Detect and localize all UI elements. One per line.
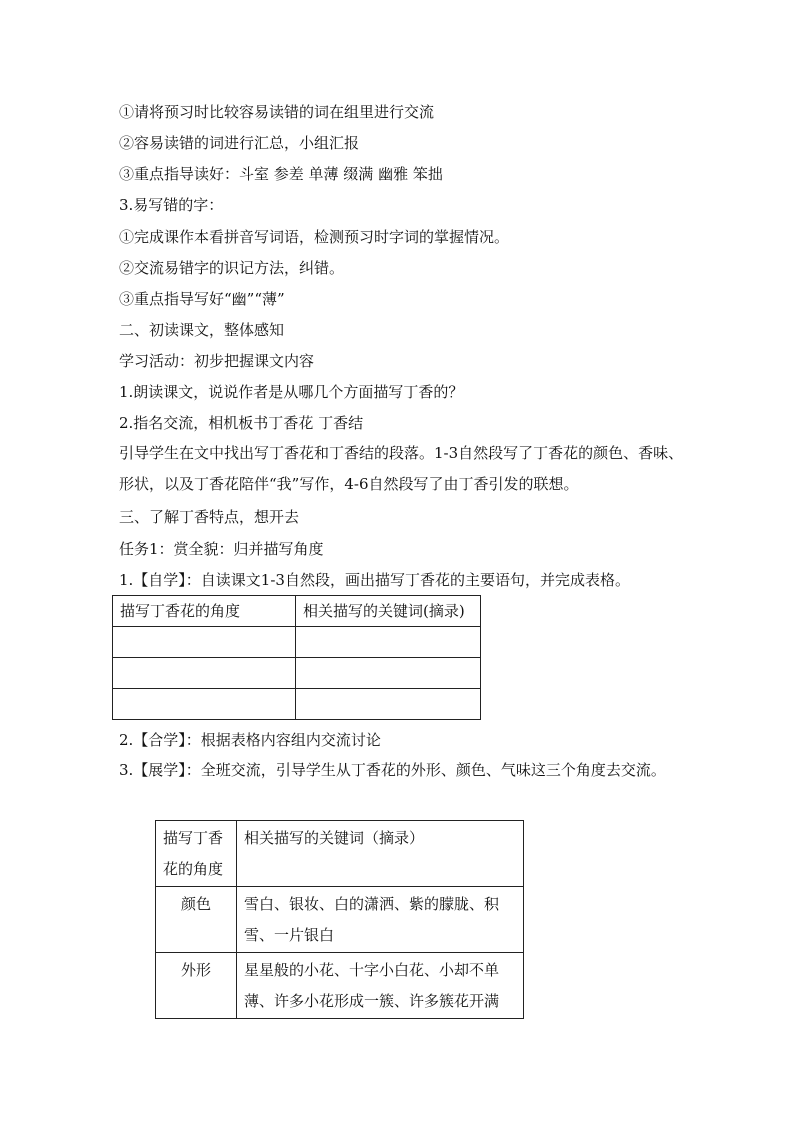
table-header-cell: 描写丁香花的角度 xyxy=(156,821,237,887)
table-header-cell: 相关描写的关键词(摘录) xyxy=(296,596,481,627)
activity-line: 学习活动：初步把握课文内容 xyxy=(119,352,315,370)
step-line: 3.【展学】：全班交流，引导学生从丁香花的外形、颜色、气味这三个角度去交流。 xyxy=(119,761,666,779)
table-cell xyxy=(113,658,296,689)
list-item: ③重点指导写好“幽”“薄” xyxy=(119,290,285,308)
subheading: 3.易写错的字： xyxy=(119,196,224,214)
table-row xyxy=(113,627,481,658)
list-item: ①请将预习时比较容易读错的词在组里进行交流 xyxy=(119,103,435,121)
table-row xyxy=(113,689,481,720)
step-line: 1.【自学】：自读课文1-3自然段，画出描写丁香花的主要语句，并完成表格。 xyxy=(119,571,630,589)
table-row xyxy=(156,953,524,1019)
list-item: ②容易读错的词进行汇总，小组汇报 xyxy=(119,134,360,152)
table-row xyxy=(113,596,481,627)
table-row xyxy=(156,821,524,887)
table-cell xyxy=(113,689,296,720)
table-cell: 外形 xyxy=(156,953,237,1019)
task-heading: 任务1：赏全貌：归并描写角度 xyxy=(119,540,324,558)
table-cell: 星星般的小花、十字小白花、小却不单薄、许多小花形成一簇、许多簇花开满 xyxy=(237,953,524,1019)
table-row xyxy=(113,658,481,689)
table-header-cell: 相关描写的关键词（摘录） xyxy=(237,821,524,887)
table-cell: 颜色 xyxy=(156,887,237,953)
table-cell xyxy=(113,627,296,658)
list-item: 1.朗读课文，说说作者是从哪几个方面描写丁香的？ xyxy=(119,383,464,401)
table-cell xyxy=(296,658,481,689)
section-heading: 三、了解丁香特点，想开去 xyxy=(119,508,300,526)
data-table xyxy=(112,595,481,720)
list-item: 2.指名交流，相机板书丁香花 丁香结 xyxy=(119,414,364,432)
table-cell xyxy=(296,627,481,658)
list-item: ③重点指导读好：斗室 参差 单薄 缀满 幽雅 笨拙 xyxy=(119,165,443,183)
answer-table xyxy=(155,820,524,1019)
table-header-cell: 描写丁香花的角度 xyxy=(113,596,296,627)
table-cell: 雪白、银妆、白的潇洒、紫的朦胧、积雪、一片银白 xyxy=(237,887,524,953)
section-heading: 二、初读课文，整体感知 xyxy=(119,321,285,339)
table-cell xyxy=(296,689,481,720)
step-line: 2.【合学】：根据表格内容组内交流讨论 xyxy=(119,731,381,749)
table-row xyxy=(156,887,524,953)
list-item: ①完成课作本看拼音写词语，检测预习时字词的掌握情况。 xyxy=(119,228,510,246)
list-item: ②交流易错字的识记方法，纠错。 xyxy=(119,259,345,277)
paragraph: 引导学生在文中找出写丁香花和丁香结的段落。1-3自然段写了丁香花的颜色、香味、形状，以及丁香花陪伴“我”写作，4-6自然段写了由丁香引发的联想。 xyxy=(119,444,684,493)
